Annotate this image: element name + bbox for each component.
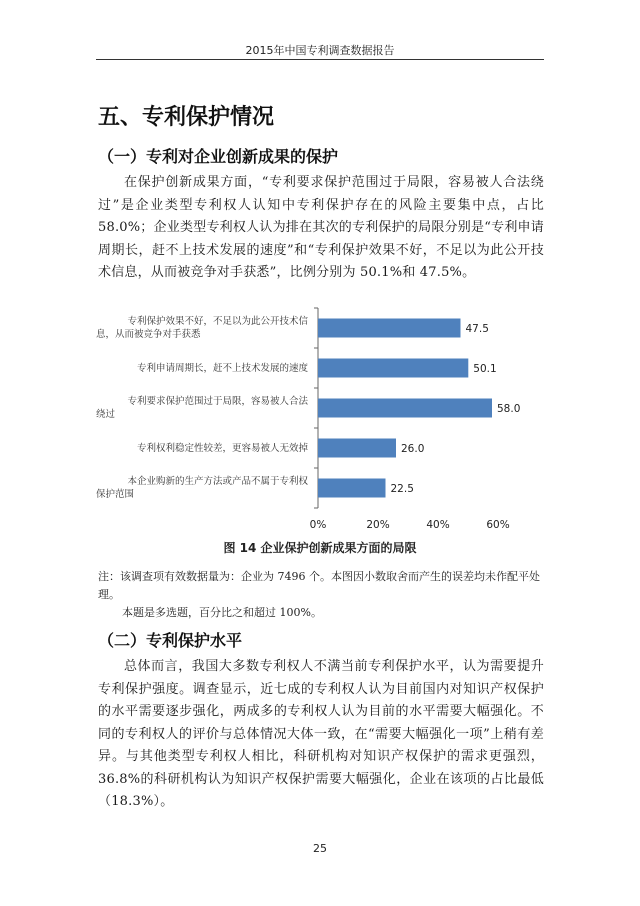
x-tick-label: 20% [366, 519, 390, 531]
bar-value-label: 58.0 [497, 403, 521, 415]
category-label-line: 专利保护效果不好，不足以为此公开技术信 [127, 316, 308, 327]
figure-note-line-2: 本题是多选题，百分比之和超过 100%。 [122, 606, 322, 619]
bar [318, 439, 396, 458]
subsection-title-1: （一）专利对企业创新成果的保护 [98, 147, 339, 166]
category-label-line: 专利申请周期长，赶不上技术发展的速度 [136, 362, 308, 374]
section-title: 五、专利保护情况 [98, 105, 275, 130]
bar-value-label: 22.5 [390, 483, 414, 495]
subsection-title-2: （二）专利保护水平 [98, 631, 243, 650]
category-label-line: 专利要求保护范围过于局限，容易被人合法 [127, 396, 308, 407]
bar [318, 319, 461, 338]
category-label-line: 专利权利稳定性较差，更容易被人无效掉 [136, 442, 308, 454]
bar-chart-svg [96, 300, 544, 532]
bar [318, 359, 468, 378]
bar-value-label: 26.0 [401, 443, 425, 455]
x-tick-label: 60% [486, 519, 510, 531]
paragraph-1: 在保护创新成果方面，“专利要求保护范围过于局限，容易被人合法绕过”是企业类型专利权人认知中专利保护存在的风险主要集中点，占比 58.0%；企业类型专利权人认为排在其次的专利保护的局限分别是“专利申请周期长，赶不上技术发展的速度”和“专利保护效果不好，不足以为此公开技术信息，从而被竞争对手获悉”，比例分别为 50.1%和 47.5%。 [98, 175, 544, 280]
category-label-line: 绕过 [96, 409, 116, 420]
category-label-line: 保护范围 [96, 489, 135, 500]
figure-note [98, 568, 544, 622]
bar-chart [96, 300, 544, 532]
bar-value-label: 47.5 [465, 323, 489, 335]
bar [318, 479, 386, 498]
bar [318, 399, 492, 418]
running-header: 2015年中国专利调查数据报告 [245, 44, 395, 57]
paragraph-2: 总体而言，我国大多数专利权人不满当前专利保护水平，认为需要提升专利保护强度。调查显示，近七成的专利权人认为目前国内对知识产权保护的水平需要逐步强化，两成多的专利权人认为目前的水平需要大幅强化。不同的专利权人的评价与总体情况大体一致，在“需要大幅强化一项”上稍有差异。与其他类型专利权人相比，科研机构对知识产权保护的需求更强烈，36.8%的科研机构认为知识产权保护需要大幅强化，企业在该项的占比最低（18.3%）。 [98, 659, 544, 809]
bar-value-label: 50.1 [473, 363, 497, 375]
figure-note-line-1: 注：该调查项有效数据量为：企业为 7496 个。本图因小数取舍而产生的误差均未作配平处理。 [98, 570, 540, 601]
category-label-line: 息，从而被竞争对手获悉 [96, 329, 201, 340]
x-tick-label: 0% [309, 519, 327, 531]
x-tick-label: 40% [426, 519, 450, 531]
header-rule [96, 59, 544, 60]
figure-caption: 图 14 企业保护创新成果方面的局限 [223, 541, 417, 555]
category-label-line: 本企业购新的生产方法或产品不属于专利权 [127, 476, 308, 487]
page-number: 25 [313, 842, 327, 855]
